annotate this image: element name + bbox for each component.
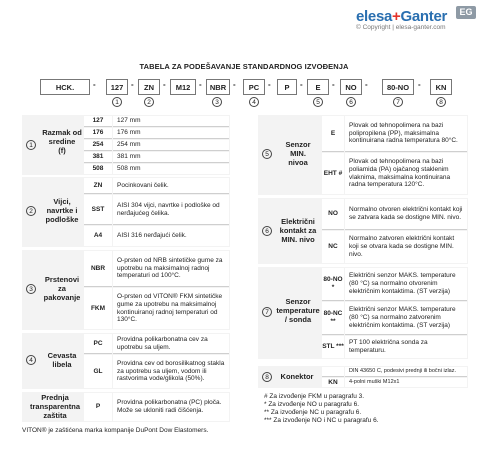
option-code: P (84, 393, 112, 421)
option-code: SST (84, 195, 112, 225)
section-min-contact (258, 198, 468, 264)
code-marker: 2 (144, 97, 154, 107)
section-number: 5 (262, 149, 272, 159)
footnote: ** Za izvođenje NC u paragrafu 6. (264, 409, 362, 416)
section-number: 4 (26, 355, 36, 365)
option-code: 80-NC ** (322, 302, 344, 335)
option-desc: Pocinkovani čelik. (113, 178, 229, 194)
code-box: NBR (206, 79, 230, 95)
code-dash: - (268, 80, 271, 89)
code-box: E (307, 79, 329, 95)
code-box: M12 (170, 79, 196, 95)
code-box: KN (430, 79, 452, 95)
label-line: (f) (58, 146, 66, 155)
label-line: Konektor (280, 372, 314, 381)
code-marker: 4 (249, 97, 259, 107)
option-desc: DIN 43650 C, podesivi prednji ili bočni izlaz. (345, 367, 467, 377)
label-line: sredine (48, 137, 76, 146)
code-marker: 1 (112, 97, 122, 107)
label-line: navrtke i (46, 206, 78, 215)
option-code: 381 (84, 152, 112, 163)
option-code: 127 (84, 116, 112, 127)
option-code: STL *** (322, 336, 344, 358)
code-box: 80-NO (382, 79, 414, 95)
option-desc: Providna polikarbonatna cev za upotrebu sa uljem. (113, 334, 229, 354)
page-title: TABELA ZA PODEŠAVANJE STANDARDNOG IZVOĐENJA (139, 62, 349, 71)
label-line: Razmak od (42, 128, 82, 137)
label-line: Prednja (41, 393, 69, 402)
option-desc: 381 mm (113, 152, 229, 163)
option-desc: Električni senzor MAKS. temperature (80 °C) sa normalno otvorenim električnim kontaktima. (ST verzija) (345, 268, 467, 301)
brand-elesa: elesa (356, 8, 393, 25)
copyright: © Copyright | elesa-ganter.com (356, 24, 446, 31)
code-marker: 8 (436, 97, 446, 107)
section-label (36, 128, 88, 155)
code-box: 127 (106, 79, 128, 95)
section-temp-sensor (258, 267, 468, 359)
label-line: Električni (281, 217, 315, 226)
section-label (36, 275, 88, 302)
section-label (272, 372, 322, 381)
label-line: Senzor (285, 297, 311, 306)
brand-ganter: Ganter (400, 8, 448, 25)
code-box: P (277, 79, 297, 95)
option-desc: Providna cev od borosilikatnog stakla za upotrebu sa uljem, vodom ili rastvorima vode/glikola (50%). (113, 355, 229, 388)
code-marker: 3 (212, 97, 222, 107)
label-line: zaštita (43, 411, 67, 420)
label-line: / sonda (284, 315, 312, 324)
option-desc: Providna polikarbonatna (PC) ploča. Može se ukloniti radi čišćenja. (113, 393, 229, 421)
option-code: NC (322, 231, 344, 263)
option-code: KN (322, 378, 344, 387)
section-screws (22, 177, 230, 247)
label-line: transparentna (29, 402, 80, 411)
option-desc: PT 100 električna sonda za temperaturu. (345, 336, 467, 358)
brand-logo (356, 8, 447, 25)
option-desc: 4-polni muški M12x1 (345, 378, 467, 387)
section-front-guard (22, 392, 230, 422)
code-marker: 5 (313, 97, 323, 107)
section-label (272, 297, 324, 324)
label-line: nivoa (288, 158, 308, 167)
label-line: MIN. nivo (281, 235, 315, 244)
option-code: 508 (84, 164, 112, 174)
option-desc: Električni senzor MAKS. temperature (80 °C) sa normalno zatvorenim električnim kontaktima. (ST verzija) (345, 302, 467, 335)
section-tube (22, 333, 230, 389)
section-label (24, 393, 86, 420)
footnote: # Za izvođenje FKM u paragrafu 3. (264, 393, 365, 400)
option-desc: 127 mm (113, 116, 229, 127)
label-line: za (58, 284, 66, 293)
option-desc: 508 mm (113, 164, 229, 174)
section-center-distance (22, 115, 230, 175)
option-code: FKM (84, 288, 112, 329)
option-desc: Plovak od tehnopolimera na bazi poliamida (PA) ojačanog staklenim vlaknima, maksimalna kontinuirana radna temperatura 120°C. (345, 153, 467, 194)
code-dash: - (93, 80, 96, 89)
option-desc: 254 mm (113, 140, 229, 151)
label-line: podloške (45, 215, 79, 224)
option-code (322, 367, 344, 377)
option-desc: Plovak od tehnopolimera na bazi polipropilena (PP), maksimalna kontinuirana radna temperatura 80°C. (345, 116, 467, 152)
section-label (272, 217, 324, 244)
label-line: Cevasta (47, 351, 77, 360)
option-code: E (322, 116, 344, 152)
option-desc: 176 mm (113, 128, 229, 139)
code-dash: - (300, 80, 303, 89)
option-desc: Normalno otvoren električni kontakt koji se zatvara kada se dostigne MIN. nivo. (345, 199, 467, 230)
section-o-rings (22, 250, 230, 330)
label-line: pakovanje (43, 293, 81, 302)
label-line: MIN. (290, 149, 306, 158)
section-number: 7 (262, 307, 272, 317)
code-dash: - (199, 80, 202, 89)
code-dash: - (131, 80, 134, 89)
code-dash: - (365, 80, 368, 89)
option-desc: AISI 304 vijci, navrtke i podloške od nerđajućeg čelika. (113, 195, 229, 225)
section-number: 3 (26, 284, 36, 294)
option-desc: Normalno zatvoren električni kontakt koji se otvara kada se dostigne MIN. nivo. (345, 231, 467, 263)
code-box: NO (340, 79, 362, 95)
viton-note: VITON® je zaštićena marka kompanije DuPont Dow Elastomers. (22, 427, 209, 434)
section-number: 6 (262, 226, 272, 236)
label-line: Senzor (285, 140, 311, 149)
option-code: EHT # (322, 153, 344, 194)
option-code: 176 (84, 128, 112, 139)
code-dash: - (163, 80, 166, 89)
section-label (36, 197, 88, 224)
option-code: 254 (84, 140, 112, 151)
footnotes (264, 393, 379, 425)
option-code: 80-NO * (322, 268, 344, 301)
footnote: *** Za izvođenje NO i NC u paragrafu 6. (264, 417, 379, 424)
section-number: 1 (26, 140, 36, 150)
section-label (36, 351, 88, 369)
code-dash: - (418, 80, 421, 89)
code-marker: 6 (346, 97, 356, 107)
section-label (272, 140, 324, 167)
code-box: HCK. (40, 79, 90, 95)
option-desc: O-prsten od NRB sintetičke gume za upotrebu na maksimalnoj radnoj temperaturi od 100°C. (113, 251, 229, 287)
option-code: NBR (84, 251, 112, 287)
label-line: libela (52, 360, 72, 369)
code-marker: 7 (393, 97, 403, 107)
option-code: NO (322, 199, 344, 230)
section-connector (258, 366, 468, 388)
label-line: temperature (276, 306, 320, 315)
label-line: kontakt za (279, 226, 317, 235)
section-number: 8 (262, 372, 272, 382)
code-box: ZN (138, 79, 160, 95)
option-code: PC (84, 334, 112, 354)
option-code: ZN (84, 178, 112, 194)
footnote: * Za izvođenje NO u paragrafu 6. (264, 401, 360, 408)
option-code: A4 (84, 226, 112, 246)
option-desc: O-prsten od VITON® FKM sintetičke gume za upotrebu na maksimalnoj kontinuiranoj radnoj temperaturi od 130°C. (113, 288, 229, 329)
option-code: GL (84, 355, 112, 388)
label-line: Prstenovi (44, 275, 80, 284)
brand-plus: + (392, 8, 401, 25)
section-min-sensor (258, 115, 468, 195)
eg-badge: EG (456, 6, 476, 19)
label-line: Vijci, (53, 197, 71, 206)
code-box: PC (243, 79, 265, 95)
section-number: 2 (26, 206, 36, 216)
code-dash: - (233, 80, 236, 89)
option-desc: AISI 316 nerđajući čelik. (113, 226, 229, 246)
code-dash: - (332, 80, 335, 89)
